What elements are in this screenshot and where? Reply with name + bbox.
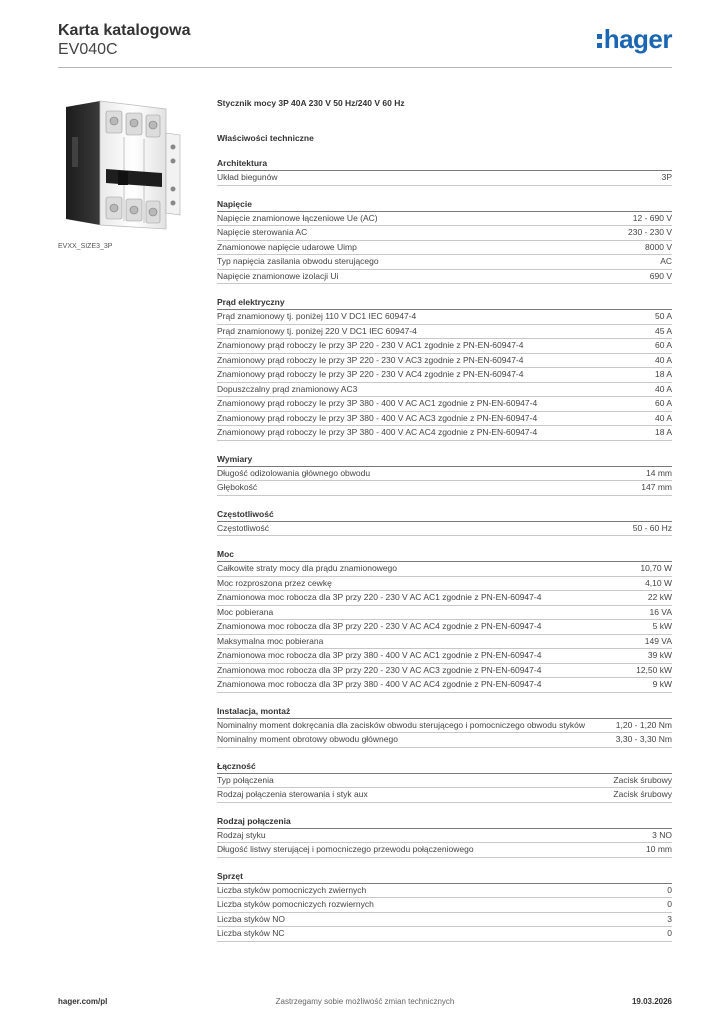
spec-label: Typ napięcia zasilania obwodu sterującego: [217, 256, 379, 266]
header-divider: [58, 67, 672, 68]
spec-label: Rodzaj styku: [217, 829, 266, 840]
spec-value: 40 A: [654, 354, 672, 365]
spec-row: [217, 383, 672, 398]
spec-value: 230 - 230 V: [628, 227, 672, 237]
spec-row: [217, 368, 672, 383]
spec-value: 3 NO: [652, 829, 672, 840]
spec-value: 40 A: [654, 383, 672, 394]
spec-row: [217, 270, 672, 285]
spec-value: 10,70 W: [640, 563, 672, 573]
spec-value: 3,30 - 3,30 Nm: [615, 734, 672, 744]
spec-label: Liczba styków pomocniczych zwiernych: [217, 884, 367, 895]
spec-label: Znamionowy prąd roboczy Ie przy 3P 220 - 230 V AC3 zgodnie z PN-EN-60947-4: [217, 354, 524, 365]
spec-value: 3P: [661, 172, 672, 182]
spec-label: Prąd znamionowy tj. poniżej 110 V DC1 IEC 60947-4: [217, 311, 417, 321]
spec-value: 50 - 60 Hz: [632, 522, 672, 533]
spec-value: 16 VA: [649, 606, 672, 617]
spec-row: [217, 212, 672, 227]
spec-label: Napięcie znamionowe izolacji Ui: [217, 270, 339, 281]
spec-value: 3: [667, 913, 672, 924]
spec-value: 40 A: [654, 412, 672, 423]
spec-label: Znamionowa moc robocza dla 3P przy 220 - 230 V AC AC1 zgodnie z PN-EN-60947-4: [217, 592, 542, 602]
group-title: Prąd elektryczny: [217, 296, 672, 310]
spec-value: AC: [660, 256, 672, 266]
spec-value: 50 A: [654, 311, 672, 321]
spec-row: [217, 788, 672, 803]
spec-row: [217, 426, 672, 441]
spec-label: Znamionowe napięcie udarowe Uimp: [217, 241, 357, 252]
spec-row: [217, 241, 672, 256]
contactor-illustration-icon: [58, 97, 188, 237]
spec-label: Znamionowa moc robocza dla 3P przy 220 - 230 V AC AC4 zgodnie z PN-EN-60947-4: [217, 621, 542, 631]
spec-label: Znamionowy prąd roboczy Ie przy 3P 220 - 230 V AC1 zgodnie z PN-EN-60947-4: [217, 340, 524, 350]
spec-groups: [217, 157, 672, 942]
spec-row: [217, 255, 672, 270]
spec-row: [217, 719, 672, 734]
spec-label: Liczba styków NO: [217, 913, 286, 924]
spec-label: Długość odizolowania głównego obwodu: [217, 467, 371, 478]
spec-row: [217, 664, 672, 679]
spec-label: Typ połączenia: [217, 774, 274, 785]
spec-label: Częstotliwość: [217, 522, 269, 533]
hager-logo: [597, 24, 672, 54]
spec-value: 39 kW: [647, 650, 672, 660]
spec-label: Znamionowa moc robocza dla 3P przy 220 - 230 V AC AC3 zgodnie z PN-EN-60947-4: [217, 664, 542, 675]
spec-value: 147 mm: [641, 482, 672, 492]
spec-label: Moc pobierana: [217, 606, 274, 617]
spec-value: 0: [667, 899, 672, 909]
spec-value: 1,20 - 1,20 Nm: [615, 719, 672, 730]
spec-row: [217, 171, 672, 186]
section-title: Właściwości techniczne: [217, 133, 314, 143]
spec-value: 8000 V: [645, 241, 672, 252]
logo-dots-icon: [597, 34, 602, 48]
spec-row: [217, 354, 672, 369]
spec-label: Głębokość: [217, 482, 258, 492]
group-title: Instalacja, montaż: [217, 705, 672, 719]
spec-row: [217, 325, 672, 340]
spec-row: [217, 635, 672, 650]
spec-group: [217, 157, 672, 186]
footer-date: 19.03.2026: [631, 997, 672, 1006]
spec-label: Długość listwy sterującej i pomocniczego przewodu połączeniowego: [217, 844, 474, 854]
spec-label: Prąd znamionowy tj. poniżej 220 V DC1 IEC 60947-4: [217, 325, 417, 336]
spec-value: 0: [667, 884, 672, 895]
spec-value: 5 kW: [652, 621, 672, 631]
image-caption: EVXX_SIZE3_3P: [58, 243, 113, 250]
spec-group: [217, 760, 672, 803]
spec-row: [217, 591, 672, 606]
spec-value: 4,10 W: [645, 577, 672, 588]
spec-row: [217, 467, 672, 482]
group-title: Rodzaj połączenia: [217, 815, 672, 829]
spec-row: [217, 733, 672, 748]
product-image: [58, 97, 188, 237]
spec-label: Rodzaj połączenia sterowania i styk aux: [217, 789, 368, 799]
spec-label: Napięcie sterowania AC: [217, 227, 308, 237]
spec-label: Liczba styków NC: [217, 928, 285, 938]
group-title: Moc: [217, 548, 672, 562]
spec-label: Nominalny moment obrotowy obwodu głównego: [217, 734, 398, 744]
spec-row: [217, 884, 672, 899]
spec-row: [217, 843, 672, 858]
spec-value: 12,50 kW: [636, 664, 672, 675]
spec-value: Zacisk śrubowy: [613, 774, 672, 785]
group-title: Sprzęt: [217, 870, 672, 884]
group-title: Architektura: [217, 157, 672, 171]
spec-value: 14 mm: [646, 467, 672, 478]
product-description: Stycznik mocy 3P 40A 230 V 50 Hz/240 V 60 Hz: [217, 98, 405, 108]
spec-label: Układ biegunów: [217, 172, 278, 182]
spec-label: Liczba styków pomocniczych rozwiernych: [217, 899, 374, 909]
spec-value: 60 A: [654, 340, 672, 350]
group-title: Częstotliwość: [217, 508, 672, 522]
spec-row: [217, 620, 672, 635]
spec-row: [217, 606, 672, 621]
spec-value: 18 A: [654, 427, 672, 437]
spec-value: 0: [667, 928, 672, 938]
spec-label: Znamionowa moc robocza dla 3P przy 380 - 400 V AC AC4 zgodnie z PN-EN-60947-4: [217, 679, 542, 689]
spec-row: [217, 913, 672, 928]
spec-group: [217, 198, 672, 285]
spec-group: [217, 870, 672, 942]
spec-value: 149 VA: [644, 635, 672, 646]
spec-value: 10 mm: [646, 844, 672, 854]
spec-value: 18 A: [654, 369, 672, 379]
document-title: Karta katalogowa: [58, 22, 191, 39]
spec-value: 60 A: [654, 398, 672, 408]
spec-row: [217, 412, 672, 427]
spec-row: [217, 898, 672, 913]
spec-label: Znamionowy prąd roboczy Ie przy 3P 380 - 400 V AC AC1 zgodnie z PN-EN-60947-4: [217, 398, 538, 408]
page-header: [58, 20, 672, 68]
group-title: Łączność: [217, 760, 672, 774]
spec-group: [217, 508, 672, 537]
spec-row: [217, 310, 672, 325]
page-footer: [58, 997, 672, 1011]
spec-value: 12 - 690 V: [632, 212, 672, 223]
logo-wordmark: hager: [603, 24, 672, 54]
spec-label: Całkowite straty mocy dla prądu znamionowego: [217, 563, 398, 573]
spec-row: [217, 774, 672, 789]
spec-label: Napięcie znamionowe łączeniowe Ue (AC): [217, 212, 378, 223]
spec-row: [217, 927, 672, 942]
spec-label: Znamionowy prąd roboczy Ie przy 3P 380 - 400 V AC AC3 zgodnie z PN-EN-60947-4: [217, 412, 538, 423]
spec-group: [217, 705, 672, 748]
spec-group: [217, 296, 672, 441]
spec-row: [217, 649, 672, 664]
spec-value: 45 A: [654, 325, 672, 336]
spec-row: [217, 226, 672, 241]
spec-row: [217, 829, 672, 844]
spec-label: Dopuszczalny prąd znamionowy AC3: [217, 383, 358, 394]
spec-label: Nominalny moment dokręcania dla zacisków obwodu sterującego i pomocniczego obwodu styków: [217, 719, 586, 730]
spec-value: 9 kW: [652, 679, 672, 689]
spec-row: [217, 481, 672, 496]
specifications: [217, 96, 672, 942]
spec-label: Maksymalna moc pobierana: [217, 635, 324, 646]
spec-group: [217, 815, 672, 858]
spec-row: [217, 522, 672, 537]
spec-row: [217, 678, 672, 693]
spec-value: Zacisk śrubowy: [613, 789, 672, 799]
spec-row: [217, 562, 672, 577]
spec-row: [217, 577, 672, 592]
spec-label: Znamionowy prąd roboczy Ie przy 3P 220 - 230 V AC4 zgodnie z PN-EN-60947-4: [217, 369, 524, 379]
footer-website-link[interactable]: hager.com/pl: [58, 997, 108, 1006]
spec-row: [217, 397, 672, 412]
product-code: EV040C: [58, 41, 118, 58]
group-title: Wymiary: [217, 453, 672, 467]
spec-label: Znamionowa moc robocza dla 3P przy 380 - 400 V AC AC1 zgodnie z PN-EN-60947-4: [217, 650, 542, 660]
spec-group: [217, 453, 672, 496]
spec-label: Znamionowy prąd roboczy Ie przy 3P 380 - 400 V AC AC4 zgodnie z PN-EN-60947-4: [217, 427, 538, 437]
spec-value: 22 kW: [647, 592, 672, 602]
spec-group: [217, 548, 672, 693]
spec-value: 690 V: [649, 270, 672, 281]
spec-row: [217, 339, 672, 354]
group-title: Napięcie: [217, 198, 672, 212]
footer-disclaimer: Zastrzegamy sobie możliwość zmian technicznych: [275, 997, 455, 1006]
spec-label: Moc rozproszona przez cewkę: [217, 577, 332, 588]
